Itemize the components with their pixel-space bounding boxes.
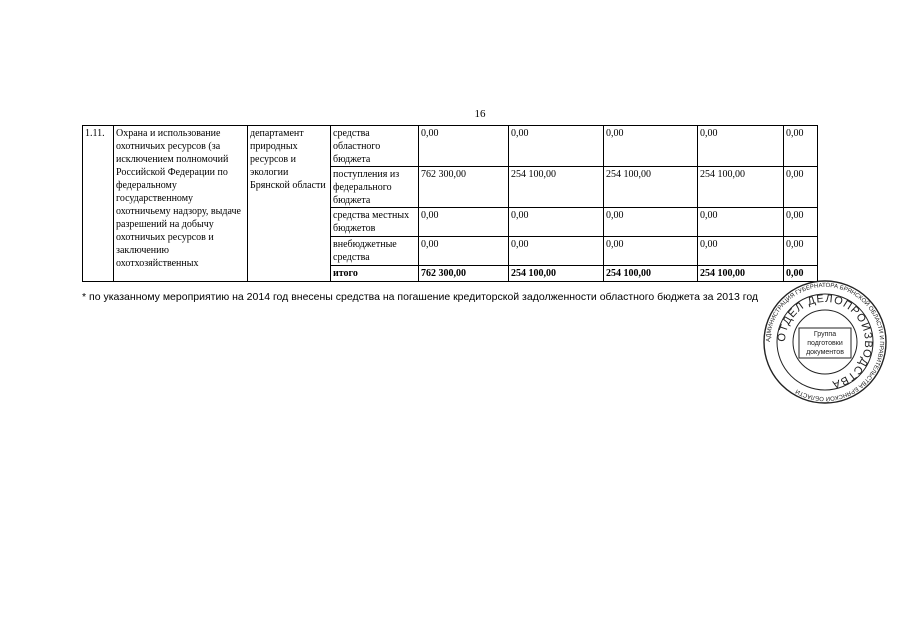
value-cell: 0,00 [784,167,818,208]
total-value-cell: 762 300,00 [419,266,509,282]
value-cell: 0,00 [784,237,818,266]
value-cell: 0,00 [784,208,818,237]
value-cell: 0,00 [604,237,698,266]
executor-text: департамент природных ресурсов и экологии Брянской области [250,128,326,191]
budget-table [82,125,818,282]
stamp-outer-text: АДМИНИСТРАЦИЯ ГУБЕРНАТОРА БРЯНСКОЙ ОБЛАСТИ И ПРАВИТЕЛЬСТВА БРЯНСКОЙ ОБЛАСТИ [765,282,885,402]
source-cell: средства областного бюджета [331,126,419,167]
value-cell: 0,00 [419,237,509,266]
item-number: 1.11. [85,128,105,139]
value-cell: 0,00 [698,126,784,167]
value-cell: 0,00 [604,208,698,237]
value-cell: 0,00 [698,208,784,237]
stamp-inner-text: ОТДЕЛ ДЕЛОПРОИЗВОДСТВА [775,292,875,391]
value-cell: 0,00 [784,126,818,167]
total-value-cell: 254 100,00 [604,266,698,282]
value-cell: 254 100,00 [698,167,784,208]
value-cell: 0,00 [419,126,509,167]
source-cell: поступления из федерального бюджета [331,167,419,208]
total-label-cell: итого [331,266,419,282]
item-number-cell [83,126,114,282]
stamp-center-line: подготовки [807,340,843,347]
total-value-cell: 254 100,00 [509,266,604,282]
total-value-cell: 0,00 [784,266,818,282]
value-cell: 0,00 [509,237,604,266]
value-cell: 254 100,00 [604,167,698,208]
activity-cell [114,126,248,282]
activity-text: Охрана и использование охотничьих ресурсов (за исключением полномочий Российской Федерации по федеральному государственному охотничьему надзору, выдаче разрешений на добычу охотничьих ресурсов и заключению охотхозяйственных [116,128,241,269]
value-cell: 0,00 [698,237,784,266]
stamp-center-line: Группа [813,331,837,338]
office-stamp [762,279,888,405]
page-number: 16 [474,108,486,120]
value-cell: 762 300,00 [419,167,509,208]
total-value-cell: 254 100,00 [698,266,784,282]
executor-cell [248,126,331,282]
table-row [83,126,818,167]
source-cell: средства местных бюджетов [331,208,419,237]
value-cell: 0,00 [419,208,509,237]
value-cell: 0,00 [604,126,698,167]
source-cell: внебюджетные средства [331,237,419,266]
stamp-center-line: документов [806,349,844,356]
value-cell: 0,00 [509,208,604,237]
value-cell: 254 100,00 [509,167,604,208]
footnote: * по указанному мероприятию на 2014 год внесены средства на погашение кредиторской задолженности областного бюджета за 2013 год [82,291,759,303]
value-cell: 0,00 [509,126,604,167]
